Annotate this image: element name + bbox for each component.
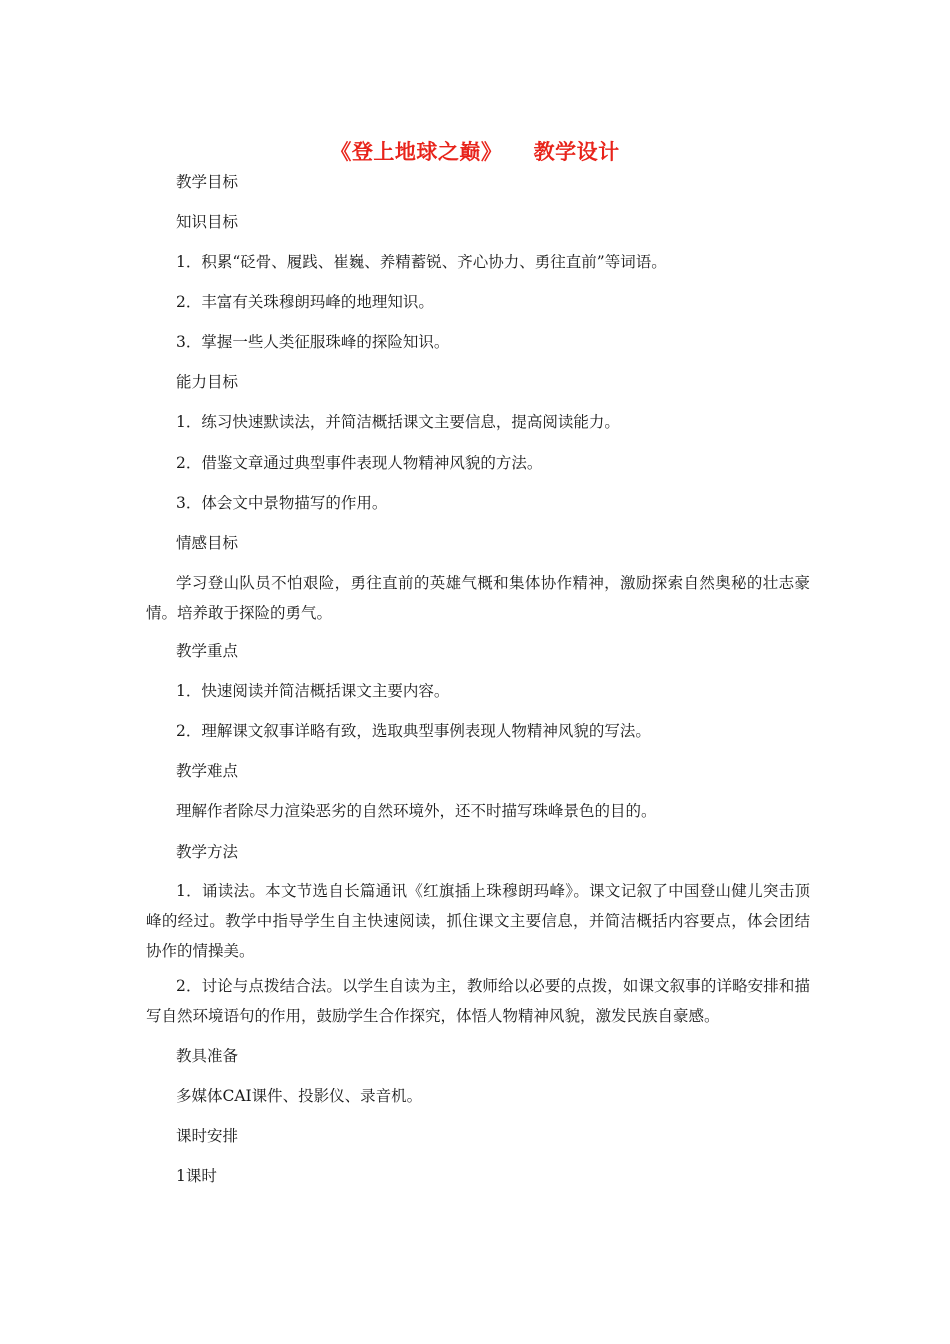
key-point-item: 1．快速阅读并简洁概括课文主要内容。	[176, 682, 450, 700]
schedule-text: 1课时	[176, 1167, 217, 1185]
heading-teaching-goals: 教学目标	[176, 173, 239, 191]
heading-ability-goals: 能力目标	[176, 373, 239, 391]
heading-methods: 教学方法	[176, 843, 239, 861]
ability-item: 2．借鉴文章通过典型事件表现人物精神风貌的方法。	[176, 454, 543, 472]
document-title: 《登上地球之巅》 教学设计	[330, 139, 620, 164]
heading-emotion-goals: 情感目标	[176, 534, 239, 552]
method-item: 1．诵读法。本文节选自长篇通讯《红旗插上珠穆朗玛峰》。课文记叙了中国登山健儿突击顶峰的经过。教学中指导学生自主快速阅读，抓住课文主要信息，并简洁概括内容要点，体会团结协作的情操美。	[146, 882, 810, 960]
emotion-goals-text: 学习登山队员不怕艰险，勇往直前的英雄气概和集体协作精神，激励探索自然奥秘的壮志豪情。培养敢于探险的勇气。	[146, 574, 810, 622]
tools-text: 多媒体CAI课件、投影仪、录音机。	[176, 1087, 423, 1105]
key-point-item: 2．理解课文叙事详略有致，选取典型事例表现人物精神风貌的写法。	[176, 722, 651, 740]
heading-key-points: 教学重点	[176, 642, 239, 660]
heading-tools: 教具准备	[176, 1047, 239, 1065]
method-item: 2．讨论与点拨结合法。以学生自读为主，教师给以必要的点拨，如课文叙事的详略安排和描写自然环境语句的作用，鼓励学生合作探究，体悟人物精神风貌，激发民族自豪感。	[146, 977, 810, 1025]
knowledge-item: 2．丰富有关珠穆朗玛峰的地理知识。	[176, 293, 434, 311]
heading-knowledge-goals: 知识目标	[176, 213, 239, 231]
ability-item: 3．体会文中景物描写的作用。	[176, 494, 388, 512]
heading-schedule: 课时安排	[176, 1127, 239, 1145]
difficulty-text: 理解作者除尽力渲染恶劣的自然环境外，还不时描写珠峰景色的目的。	[176, 802, 657, 820]
heading-difficulties: 教学难点	[176, 762, 239, 780]
knowledge-item: 1．积累“砭骨、履践、崔巍、养精蓄锐、齐心协力、勇往直前”等词语。	[176, 253, 667, 271]
knowledge-item: 3．掌握一些人类征服珠峰的探险知识。	[176, 333, 450, 351]
ability-item: 1．练习快速默读法，并简洁概括课文主要信息，提高阅读能力。	[176, 413, 620, 431]
